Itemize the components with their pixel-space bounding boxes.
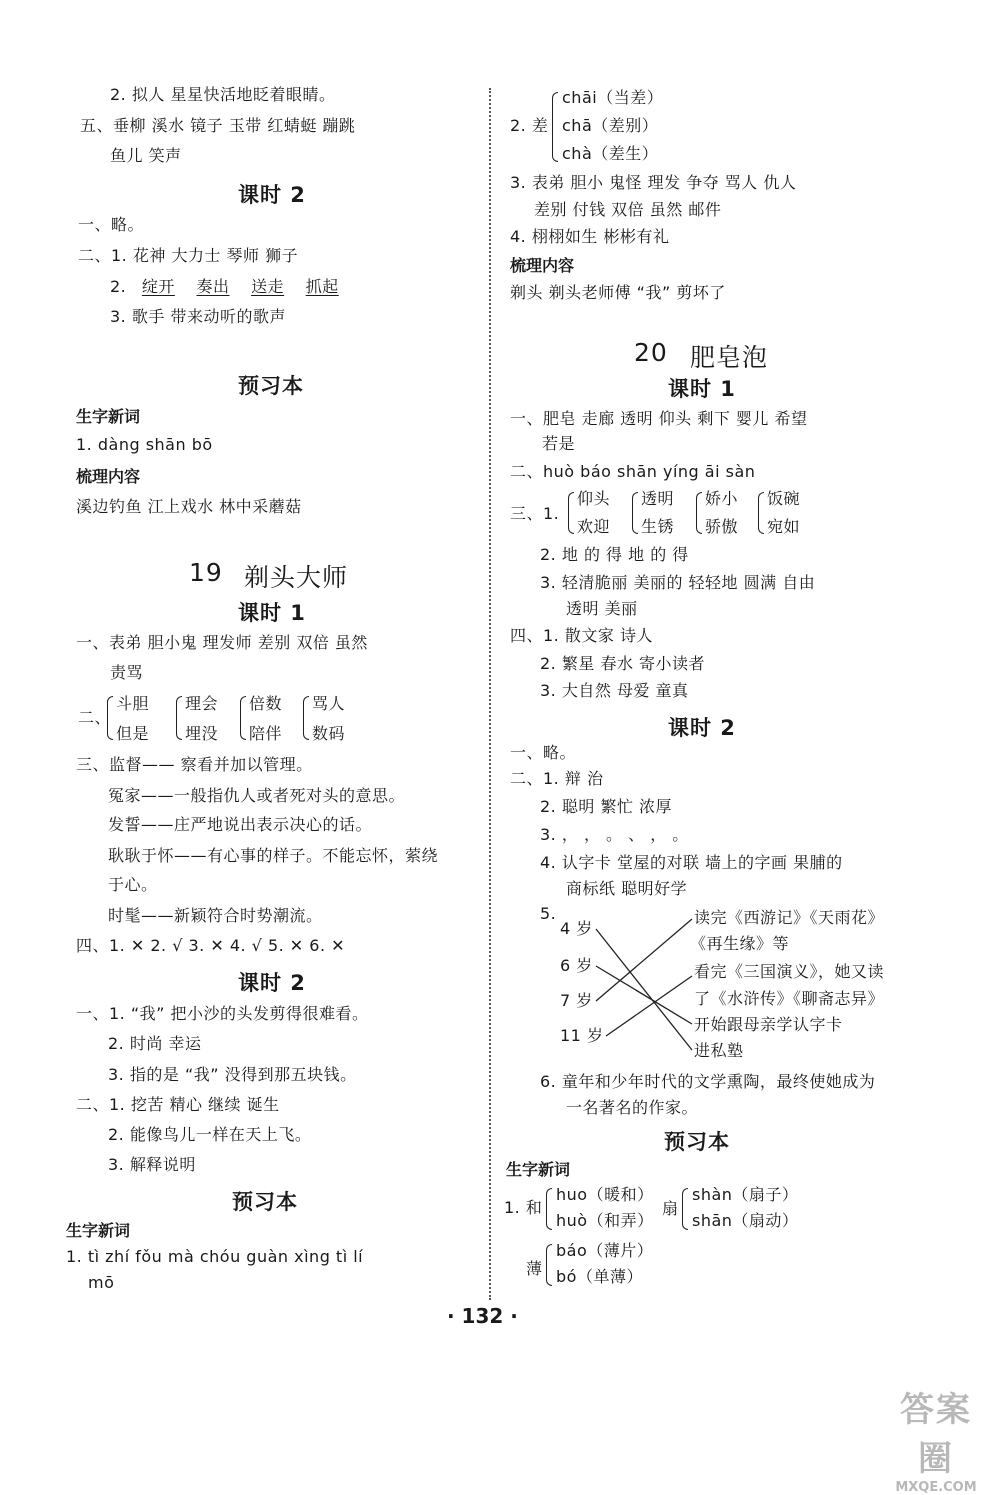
activity-item: 开始跟母亲学认字卡 — [694, 1015, 843, 1034]
word: 斗胆 — [116, 694, 150, 713]
activity-item: 读完《西游记》《天雨花》 — [694, 908, 885, 927]
word: 数码 — [312, 724, 346, 743]
word: 仰头 — [577, 489, 611, 508]
activity-item: 了《水浒传》《聊斋志异》 — [694, 989, 885, 1008]
pinyin-line: 1. dàng shān bō — [76, 435, 213, 454]
item-label: 薄 — [526, 1259, 543, 1278]
section-heading-preview: 预习本 — [664, 1130, 730, 1154]
answer-line: 透明 美丽 — [566, 599, 638, 618]
answer-line: 责骂 — [110, 663, 144, 682]
answer-line: 3. 歌手 带来动听的歌声 — [110, 307, 286, 326]
answer-line: 一、略。 — [510, 743, 577, 762]
age-label: 4 岁 — [560, 919, 593, 938]
answer-line: 四、1. 散文家 诗人 — [510, 626, 653, 645]
pinyin-entry: bó（单薄） — [556, 1267, 643, 1286]
item-label: 扇 — [662, 1199, 679, 1218]
word: 生锈 — [641, 517, 675, 536]
answer-line: 商标纸 聪明好学 — [566, 879, 688, 898]
pinyin-entry: chā（差别） — [562, 116, 659, 135]
pinyin-entry: báo（薄片） — [556, 1241, 654, 1260]
answer-line: 溪边钓鱼 江上戏水 林中采蘑菇 — [76, 497, 302, 516]
answer-line: 3. 表弟 胆小 鬼怪 理发 争夺 骂人 仇人 — [510, 173, 797, 192]
word: 但是 — [116, 724, 150, 743]
item-label: 2. — [110, 277, 127, 296]
activity-item: 进私塾 — [694, 1041, 744, 1060]
subsection-label: 生字新词 — [506, 1160, 571, 1179]
lesson-heading: 课时 1 — [238, 601, 306, 625]
item-label: 2. 差 — [510, 116, 549, 135]
answer-line: 剃头 剃头老师傅 “我” 剪坏了 — [510, 283, 726, 302]
answer-line: 于心。 — [108, 875, 158, 894]
subsection-label: 生字新词 — [76, 407, 141, 426]
answer-line: 4. 认字卡 堂屋的对联 墙上的字画 果脯的 — [540, 853, 843, 872]
chapter-title: 剃头大师 — [244, 563, 349, 592]
answer-line: 二、1. 花神 大力士 琴师 狮子 — [78, 246, 299, 265]
answer-line: 四、1. ✕ 2. √ 3. ✕ 4. √ 5. ✕ 6. ✕ — [76, 936, 346, 955]
subsection-label: 梳理内容 — [76, 467, 141, 486]
answer-line: 2. 拟人 星星快活地眨着眼睛。 — [110, 85, 336, 104]
pinyin-entry: chāi（当差） — [562, 88, 664, 107]
item-label: 1. 和 — [504, 1198, 543, 1217]
answer-line: 3. 指的是 “我” 没得到那五块钱。 — [108, 1065, 357, 1084]
answer-line: 一、肥皂 走廊 透明 仰头 剩下 婴儿 希望 — [510, 409, 808, 428]
pinyin-entry: chà（差生） — [562, 144, 659, 163]
answer-line: 2. 聪明 繁忙 浓厚 — [540, 797, 673, 816]
lesson-heading: 课时 2 — [238, 971, 306, 995]
item-label: 二、 — [78, 708, 112, 727]
word: 骂人 — [312, 694, 346, 713]
page-number: · 132 · — [447, 1304, 518, 1328]
pinyin-entry: huo（暖和） — [556, 1185, 654, 1204]
answer-line: 一、表弟 胆小鬼 理发师 差别 双倍 虽然 — [76, 633, 368, 652]
answer-line: 一名著名的作家。 — [566, 1098, 699, 1117]
answer-line: 3. 大自然 母爱 童真 — [540, 681, 689, 700]
item-label: 三、1. — [510, 504, 560, 523]
subsection-label: 梳理内容 — [510, 256, 575, 275]
chapter-number: 19 — [189, 558, 223, 587]
brace — [546, 1244, 552, 1286]
answer-line: 五、垂柳 溪水 镜子 玉带 红蜻蜓 蹦跳 — [80, 116, 356, 135]
pinyin-line: mō — [88, 1273, 115, 1292]
answer-line: 发誓——庄严地说出表示决心的话。 — [108, 815, 373, 834]
brace — [546, 1188, 552, 1230]
match-line — [606, 976, 692, 1036]
word: 娇小 — [705, 489, 739, 508]
age-label: 6 岁 — [560, 956, 593, 975]
answer-line: 2. 时尚 幸运 — [108, 1034, 202, 1053]
word: 理会 — [185, 694, 219, 713]
lesson-heading: 课时 2 — [238, 183, 306, 207]
pinyin-line: 二、huò báo shān yíng āi sàn — [510, 462, 756, 481]
word: 欢迎 — [577, 517, 611, 536]
word: 透明 — [641, 489, 675, 508]
answer-line: 2. 繁星 春水 寄小读者 — [540, 654, 706, 673]
answer-line: 一、1. “我” 把小沙的头发剪得很难看。 — [76, 1004, 369, 1023]
word: 骄傲 — [705, 517, 739, 536]
answer-line: 2. 地 的 得 地 的 得 — [540, 545, 689, 564]
watermark-url: MXQE.COM — [895, 1480, 977, 1495]
activity-item: 看完《三国演义》，她又读 — [694, 962, 885, 981]
answer-line: 时髦——新颖符合时势潮流。 — [108, 906, 323, 925]
answer-line: 冤家——一般指仇人或者死对头的意思。 — [108, 786, 406, 805]
section-heading-preview: 预习本 — [238, 374, 304, 398]
underlined-word: 奏出 — [196, 277, 230, 296]
word: 埋没 — [185, 724, 219, 743]
watermark-main: 答案圈 — [900, 1390, 972, 1479]
brace — [682, 1188, 688, 1230]
answer-line: 6. 童年和少年时代的文学熏陶，最终使她成为 — [540, 1072, 876, 1091]
match-line — [596, 966, 692, 1024]
chapter-number: 20 — [634, 338, 668, 367]
answer-line: 4. 栩栩如生 彬彬有礼 — [510, 227, 670, 246]
underlined-word: 送走 — [251, 277, 285, 296]
age-label: 11 岁 — [560, 1026, 604, 1045]
word: 饭碗 — [767, 489, 801, 508]
answer-line: 2. 能像鸟儿一样在天上飞。 — [108, 1125, 312, 1144]
word: 宛如 — [767, 517, 801, 536]
lesson-heading: 课时 1 — [668, 377, 736, 401]
answer-line: 若是 — [542, 434, 576, 453]
answer-line: 二、1. 辩 治 — [510, 769, 604, 788]
word: 陪伴 — [249, 724, 283, 743]
subsection-label: 生字新词 — [66, 1221, 131, 1240]
underlined-word: 绽开 — [141, 277, 175, 296]
watermark-logo — [888, 1382, 984, 1495]
answer-line: 差别 付钱 双倍 虽然 邮件 — [534, 200, 722, 219]
underlined-word: 抓起 — [305, 277, 339, 296]
pinyin-entry: huò（和弄） — [556, 1211, 654, 1230]
pinyin-line: 1. tì zhí fǒu mà chóu guàn xìng tì lí — [66, 1247, 364, 1266]
pinyin-entry: shàn（扇子） — [692, 1185, 799, 1204]
pinyin-entry: shān（扇动） — [692, 1211, 799, 1230]
word: 倍数 — [249, 694, 283, 713]
answer-line: 二、1. 挖苦 精心 继续 诞生 — [76, 1095, 280, 1114]
answer-line: 耿耿于怀——有心事的样子。不能忘怀，萦绕 — [108, 846, 439, 865]
answer-line: 3. 解释说明 — [108, 1155, 196, 1174]
lesson-heading: 课时 2 — [668, 716, 736, 740]
section-heading-preview: 预习本 — [232, 1190, 298, 1214]
item-label: 5. — [540, 904, 557, 923]
answer-line: 三、监督—— 察看并加以管理。 — [76, 755, 313, 774]
punctuation-line: 3. ， ， 。 、 ， 。 — [540, 825, 689, 844]
activity-item: 《再生缘》等 — [690, 934, 790, 953]
chapter-title: 肥皂泡 — [690, 343, 769, 372]
age-label: 7 岁 — [560, 991, 593, 1010]
answer-line: 3. 轻清脆丽 美丽的 轻轻地 圆满 自由 — [540, 573, 816, 592]
answer-line: 鱼儿 笑声 — [110, 146, 182, 165]
answer-line: 一、略。 — [78, 215, 145, 234]
